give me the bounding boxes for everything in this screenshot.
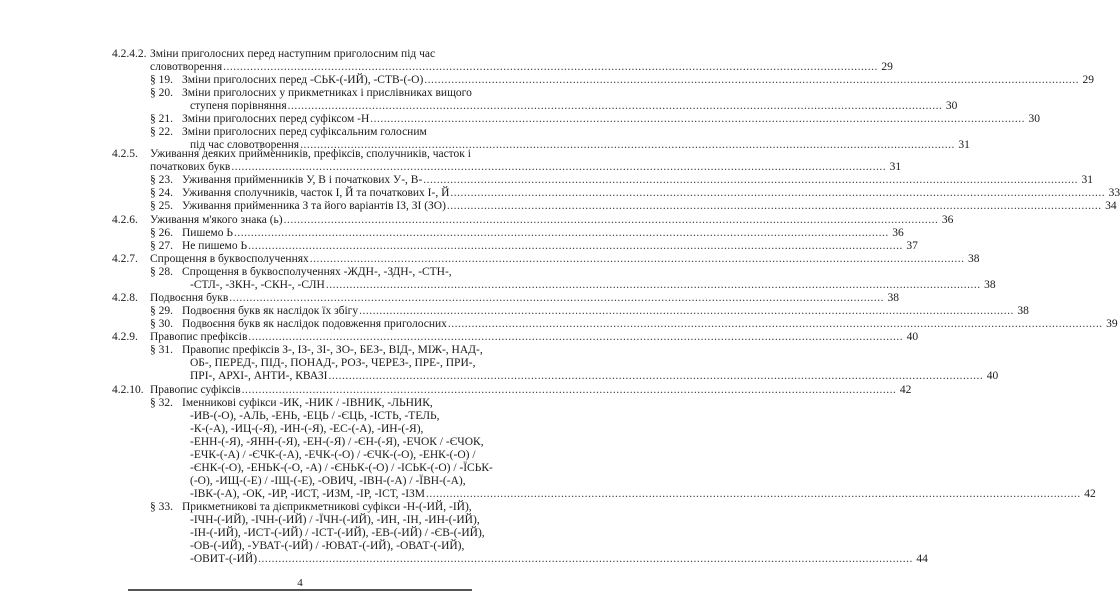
toc-entry — [190, 435, 484, 449]
toc-entry-title: Прикметникові та дієприкметникові суфікси -Н-(-ИЙ, -ІЙ), — [182, 501, 472, 513]
toc-entry-page: 39 — [1106, 318, 1118, 330]
toc-entry-page: 31 — [889, 161, 902, 173]
toc-entry-title: (-О), -ИЩ-(-Е) / -ІЩ-(-Е), -ОВИЧ, -ІВН-(-А) / -ЇВН-(-А), — [190, 475, 466, 487]
toc-entry-page: 34 — [1105, 200, 1117, 212]
toc-entry-number: § 21. — [150, 113, 173, 125]
toc-entry-title: -ІН-(-ИЙ), -ИСТ-(-ИЙ) / -ІСТ-(-ИЙ), -ЕВ-(-ИЙ) / -ЄВ-(-ИЙ), — [190, 527, 485, 539]
toc-entry-title: Іменникові суфікси -ИК, -НИК / -ІВНИК, -ЛЬНИК, — [182, 397, 433, 409]
toc-entry — [150, 125, 468, 139]
toc-entry-title: Уживання сполучників, часток І, Й та початкових І-, Й — [182, 187, 450, 199]
toc-entry-page: 29 — [1082, 74, 1095, 86]
toc-entry-page: 30 — [1028, 113, 1041, 125]
toc-entry — [190, 552, 928, 566]
toc-entry — [150, 173, 1094, 187]
toc-entry — [112, 147, 471, 161]
toc-entry-title: -ЕНН-(-Я), -ЯНН-(-Я), -ЕН-(-Я) / -ЄН-(-Я), -ЕЧОК / -ЄЧОК, — [190, 436, 484, 448]
dot-leader — [229, 291, 884, 305]
toc-entry — [150, 500, 472, 514]
toc-entry-number: 4.2.7. — [112, 253, 138, 265]
toc-entry — [150, 73, 1095, 87]
toc-entry-title: Уживання м'якого знака (ь) — [150, 214, 283, 226]
toc-entry-title: ПРІ-, АРХІ-, АНТИ-, КВАЗІ — [190, 370, 328, 382]
toc-entry — [190, 526, 485, 540]
toc-entry-page: 31 — [1081, 174, 1094, 186]
dot-leader — [288, 99, 943, 113]
toc-entry-number: 4.2.4.2. — [112, 48, 147, 60]
toc-entry — [190, 99, 958, 113]
toc-entry-title: Подвоєння букв як наслідок їх збігу — [182, 305, 359, 317]
toc-entry — [150, 199, 1117, 213]
toc-entry-title: -ИВ-(-О), -АЛЬ, -ЕНЬ, -ЕЦЬ / -ЄЦЬ, -ІСТЬ, -ТЕЛЬ, — [190, 410, 440, 422]
toc-entry-number: § 27. — [150, 240, 173, 252]
toc-entry — [150, 265, 468, 279]
toc-entry-number: 4.2.8. — [112, 292, 138, 304]
toc-entry-title: Правопис префіксів З-, ІЗ-, ЗІ-, ЗО-, БЕЗ-, ВІД-, МІЖ-, НАД-, — [182, 344, 483, 356]
toc-entry — [190, 448, 476, 462]
toc-entry-title: Правопис суфіксів — [150, 384, 241, 396]
toc-entry-number: § 19. — [150, 74, 173, 86]
toc-entry-number: 4.2.9. — [112, 331, 138, 343]
toc-entry-page: 37 — [906, 240, 918, 252]
toc-entry-page: 40 — [906, 331, 919, 343]
toc-entry-number: § 20. — [150, 87, 173, 99]
toc-entry-title: -ОВ-(-ИЙ), -УВАТ-(-ИЙ) / -ЮВАТ-(-ИЙ), -ОВАТ-(-ИЙ), — [190, 540, 465, 552]
toc-entry — [150, 343, 483, 357]
toc-entry-title: -ОВИТ-(-ИЙ) — [190, 553, 258, 565]
toc-entry — [112, 383, 912, 397]
dot-leader — [359, 304, 1014, 318]
toc-entry — [150, 160, 902, 174]
toc-entry — [150, 304, 1029, 318]
toc-entry — [190, 409, 468, 423]
toc-entry — [150, 226, 904, 240]
dot-leader — [258, 552, 913, 566]
toc-entry-number: § 25. — [150, 200, 173, 212]
toc-entry-number: § 29. — [150, 305, 173, 317]
toc-entry-page: 38 — [968, 253, 980, 265]
toc-entry-title: -ЕЧК-(-А) / -ЄЧК-(-А), -ЕЧК-(-О) / -ЄЧК-(-О), -ЕНК-(-О) / — [190, 449, 476, 461]
toc-entry-number: § 23. — [150, 174, 173, 186]
toc-entry-page: 33 — [1108, 187, 1120, 199]
dot-leader — [370, 112, 1025, 126]
toc-entry — [112, 252, 980, 266]
dot-leader — [248, 239, 903, 253]
toc-entry-title: Зміни приголосних перед наступним приголосним під час — [150, 48, 436, 60]
toc-entry-page: 40 — [986, 370, 999, 382]
toc-entry-number: § 26. — [150, 227, 173, 239]
toc-entry-page: 36 — [941, 214, 954, 226]
dot-leader — [223, 60, 878, 74]
toc-entry-title: Подвоєння букв як наслідок подовження приголосних — [182, 318, 447, 330]
toc-entry-title: -ІЧН-(-ИЙ), -ІЧН-(-ИЙ) / -ЇЧН-(-ИЙ), -ИН, -ІН, -ИН-(-ИЙ), — [190, 514, 480, 526]
toc-entry-page: 38 — [984, 279, 996, 291]
dot-leader — [248, 330, 903, 344]
toc-entry — [112, 291, 900, 305]
toc-entry-title: Пишемо Ь — [182, 227, 233, 239]
toc-entry-title: -К-(-А), -ИЦ-(-Я), -ИН-(-Я), -ЕС-(-А), -ИН-(-Я), — [190, 423, 424, 435]
toc-entry-title: Уживання деяких прийменників, префіксів, сполучників, часток і — [150, 148, 471, 160]
toc-entry-number: 4.2.10. — [112, 384, 144, 396]
dot-leader — [447, 199, 1102, 213]
toc-entry-title: Спрощення в буквосполученнях — [150, 253, 309, 265]
toc-entry-page: 29 — [881, 61, 893, 73]
toc-entry — [190, 539, 468, 553]
toc-entry-title: ступеня порівняння — [190, 100, 287, 112]
toc-entry-number: § 28. — [150, 266, 173, 278]
toc-entry-page: 42 — [1084, 488, 1096, 500]
footer-rule — [128, 589, 472, 591]
toc-entry-title: Спрощення в буквосполученнях -ЖДН-, -ЗДН-, -СТН-, — [182, 266, 452, 278]
toc-entry-number: 4.2.5. — [112, 148, 138, 160]
toc-entry-number: § 24. — [150, 187, 173, 199]
toc-entry — [150, 186, 1120, 200]
toc-entry-title: -ЄНК-(-О), -ЕНЬК-(-О, -А) / -ЄНЬК-(-О) / -ІСЬК-(-О) / -ЇСЬК- — [190, 462, 493, 474]
toc-entry-number: § 30. — [150, 318, 173, 330]
dot-leader — [426, 487, 1081, 501]
toc-entry-title: Зміни приголосних перед суфіксальним голосним — [182, 126, 427, 138]
dot-leader — [450, 186, 1105, 200]
dot-leader — [328, 369, 983, 383]
toc-entry — [190, 278, 996, 292]
dot-leader — [234, 226, 889, 240]
toc-entry — [150, 60, 893, 74]
toc-entry — [112, 47, 468, 61]
toc-entry — [190, 422, 468, 436]
dot-leader — [423, 173, 1078, 187]
toc-entry-title: -ІВК-(-А), -ОК, -ИР, -ИСТ, -ИЗМ, -ІР, -ІСТ, -ІЗМ — [190, 488, 426, 500]
toc-entry — [190, 369, 999, 383]
dot-leader — [424, 73, 1079, 87]
toc-entry — [190, 474, 468, 488]
toc-entry — [150, 239, 918, 253]
toc-entry — [150, 396, 468, 410]
dot-leader — [310, 252, 965, 266]
toc-entry — [112, 213, 954, 227]
toc-entry — [190, 356, 476, 370]
toc-entry-title: ОБ-, ПЕРЕД-, ПІД-, ПОНАД-, РОЗ-, ЧЕРЕЗ-, ПРЕ-, ПРИ-, — [190, 357, 476, 369]
toc-entry-number: § 31. — [150, 344, 173, 356]
toc-entry-title: Не пишемо Ь — [182, 240, 248, 252]
toc-entry — [150, 112, 1041, 126]
toc-entry — [190, 513, 480, 527]
dot-leader — [231, 160, 886, 174]
toc-entry-number: 4.2.6. — [112, 214, 138, 226]
toc-entry-page: 30 — [945, 100, 958, 112]
dot-leader — [242, 383, 897, 397]
toc-entry-page: 36 — [892, 227, 904, 239]
toc-entry-number: § 33. — [150, 501, 173, 513]
toc-entry-number: § 22. — [150, 126, 173, 138]
dot-leader — [284, 213, 939, 227]
toc-entry-title: Уживання прийменників У, В і початкових У-, В- — [182, 174, 423, 186]
toc-entry-title: Правопис префіксів — [150, 331, 248, 343]
toc-entry-title: Зміни приголосних у прикметниках і прислівниках вищого — [182, 87, 472, 99]
toc-entry-page: 31 — [958, 139, 970, 151]
toc-entry — [190, 487, 1096, 501]
toc-entry — [150, 86, 472, 100]
toc-entry-page: 38 — [887, 292, 900, 304]
toc-entry-page: 44 — [916, 553, 928, 565]
toc-entry — [112, 330, 919, 344]
toc-entry-title: -СТЛ-, -ЗКН-, -СКН-, -СЛН — [190, 279, 325, 291]
toc-entry-title: словотворення — [150, 61, 223, 73]
toc-entry-title: початкових букв — [150, 161, 231, 173]
toc-entry-title: Зміни приголосних перед -СЬК-(-ИЙ), -СТВ-(-О) — [182, 74, 424, 86]
toc-entry-title: Подвоєння букв — [150, 292, 229, 304]
dot-leader — [448, 317, 1103, 331]
toc-entry-title: під час словотворення — [190, 139, 300, 151]
toc-entry-title: Зміни приголосних перед суфіксом -Н — [182, 113, 370, 125]
toc-entry — [150, 317, 1118, 331]
toc-entry — [190, 461, 493, 475]
toc-entry-number: § 32. — [150, 397, 173, 409]
toc-entry-page: 42 — [899, 384, 912, 396]
toc-entry-title: Уживання прийменника З та його варіантів ІЗ, ЗІ (ЗО) — [182, 200, 446, 212]
toc-entry-page: 38 — [1017, 305, 1029, 317]
page-number: 4 — [288, 577, 312, 589]
dot-leader — [326, 278, 981, 292]
